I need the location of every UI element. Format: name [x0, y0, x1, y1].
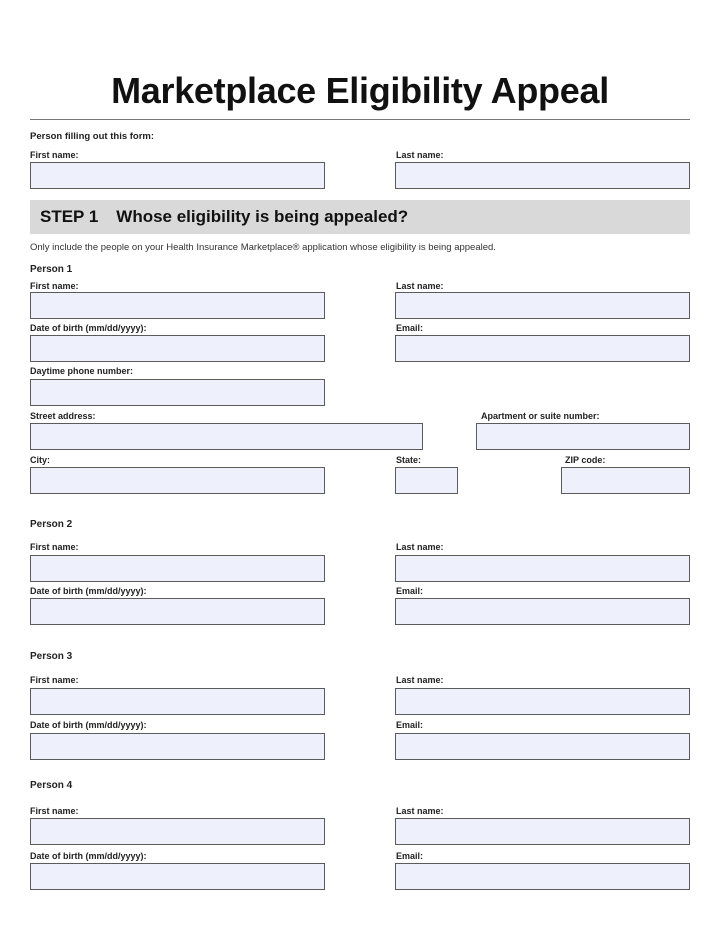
- person4-last-name-input[interactable]: [395, 818, 690, 845]
- filer-first-name-label: First name:: [30, 150, 79, 160]
- person1-last-name-input[interactable]: [395, 292, 690, 319]
- person4-last-name-label: Last name:: [396, 806, 444, 816]
- person1-state-label: State:: [396, 455, 422, 465]
- person1-city-input[interactable]: [30, 467, 325, 494]
- step1-header: [30, 200, 690, 234]
- person4-first-name-label: First name:: [30, 806, 79, 816]
- person4-dob-label: Date of birth (mm/dd/yyyy):: [30, 851, 147, 861]
- person4-email-label: Email:: [396, 851, 424, 861]
- filer-heading: Person filling out this form:: [30, 131, 155, 142]
- person1-email-label: Email:: [396, 323, 424, 333]
- person1-last-name-label: Last name:: [396, 281, 444, 291]
- person4-email-input[interactable]: [395, 863, 690, 890]
- person1-label: Person 1: [30, 264, 73, 275]
- person3-label: Person 3: [30, 651, 73, 662]
- person1-first-name-label: First name:: [30, 281, 79, 291]
- person4-first-name-input[interactable]: [30, 818, 325, 845]
- person1-apt-input[interactable]: [476, 423, 690, 450]
- person3-email-label: Email:: [396, 720, 424, 730]
- person1-street-label: Street address:: [30, 411, 96, 421]
- person1-city-label: City:: [30, 455, 50, 465]
- step1-number: STEP 1: [40, 207, 99, 226]
- person4-dob-input[interactable]: [30, 863, 325, 890]
- person2-dob-input[interactable]: [30, 598, 325, 625]
- person1-first-name-input[interactable]: [30, 292, 325, 319]
- person2-email-label: Email:: [396, 586, 424, 596]
- person4-label: Person 4: [30, 780, 73, 791]
- step1-title: Whose eligibility is being appealed?: [116, 207, 409, 226]
- person3-dob-input[interactable]: [30, 733, 325, 760]
- person3-dob-label: Date of birth (mm/dd/yyyy):: [30, 720, 147, 730]
- person2-dob-label: Date of birth (mm/dd/yyyy):: [30, 586, 147, 596]
- filer-first-name-input[interactable]: [30, 162, 325, 189]
- person1-apt-label: Apartment or suite number:: [481, 411, 600, 421]
- person1-dob-label: Date of birth (mm/dd/yyyy):: [30, 323, 147, 333]
- filer-last-name-input[interactable]: [395, 162, 690, 189]
- person2-last-name-input[interactable]: [395, 555, 690, 582]
- filer-last-name-label: Last name:: [396, 150, 444, 160]
- step1-instructions: Only include the people on your Health Insurance Marketplace® application whose eligibility is being appealed.: [30, 242, 496, 253]
- person1-email-input[interactable]: [395, 335, 690, 362]
- person3-email-input[interactable]: [395, 733, 690, 760]
- person3-last-name-label: Last name:: [396, 675, 444, 685]
- person1-phone-input[interactable]: [30, 379, 325, 406]
- title-divider: [30, 119, 690, 120]
- person1-state-input[interactable]: [395, 467, 458, 494]
- person3-first-name-input[interactable]: [30, 688, 325, 715]
- person3-last-name-input[interactable]: [395, 688, 690, 715]
- person2-last-name-label: Last name:: [396, 542, 444, 552]
- person1-dob-input[interactable]: [30, 335, 325, 362]
- person2-email-input[interactable]: [395, 598, 690, 625]
- person2-first-name-input[interactable]: [30, 555, 325, 582]
- page-title: Marketplace Eligibility Appeal: [111, 70, 609, 111]
- person1-zip-input[interactable]: [561, 467, 690, 494]
- person2-label: Person 2: [30, 519, 73, 530]
- person1-zip-label: ZIP code:: [565, 455, 606, 465]
- person1-phone-label: Daytime phone number:: [30, 366, 134, 376]
- person2-first-name-label: First name:: [30, 542, 79, 552]
- person1-street-input[interactable]: [30, 423, 423, 450]
- person3-first-name-label: First name:: [30, 675, 79, 685]
